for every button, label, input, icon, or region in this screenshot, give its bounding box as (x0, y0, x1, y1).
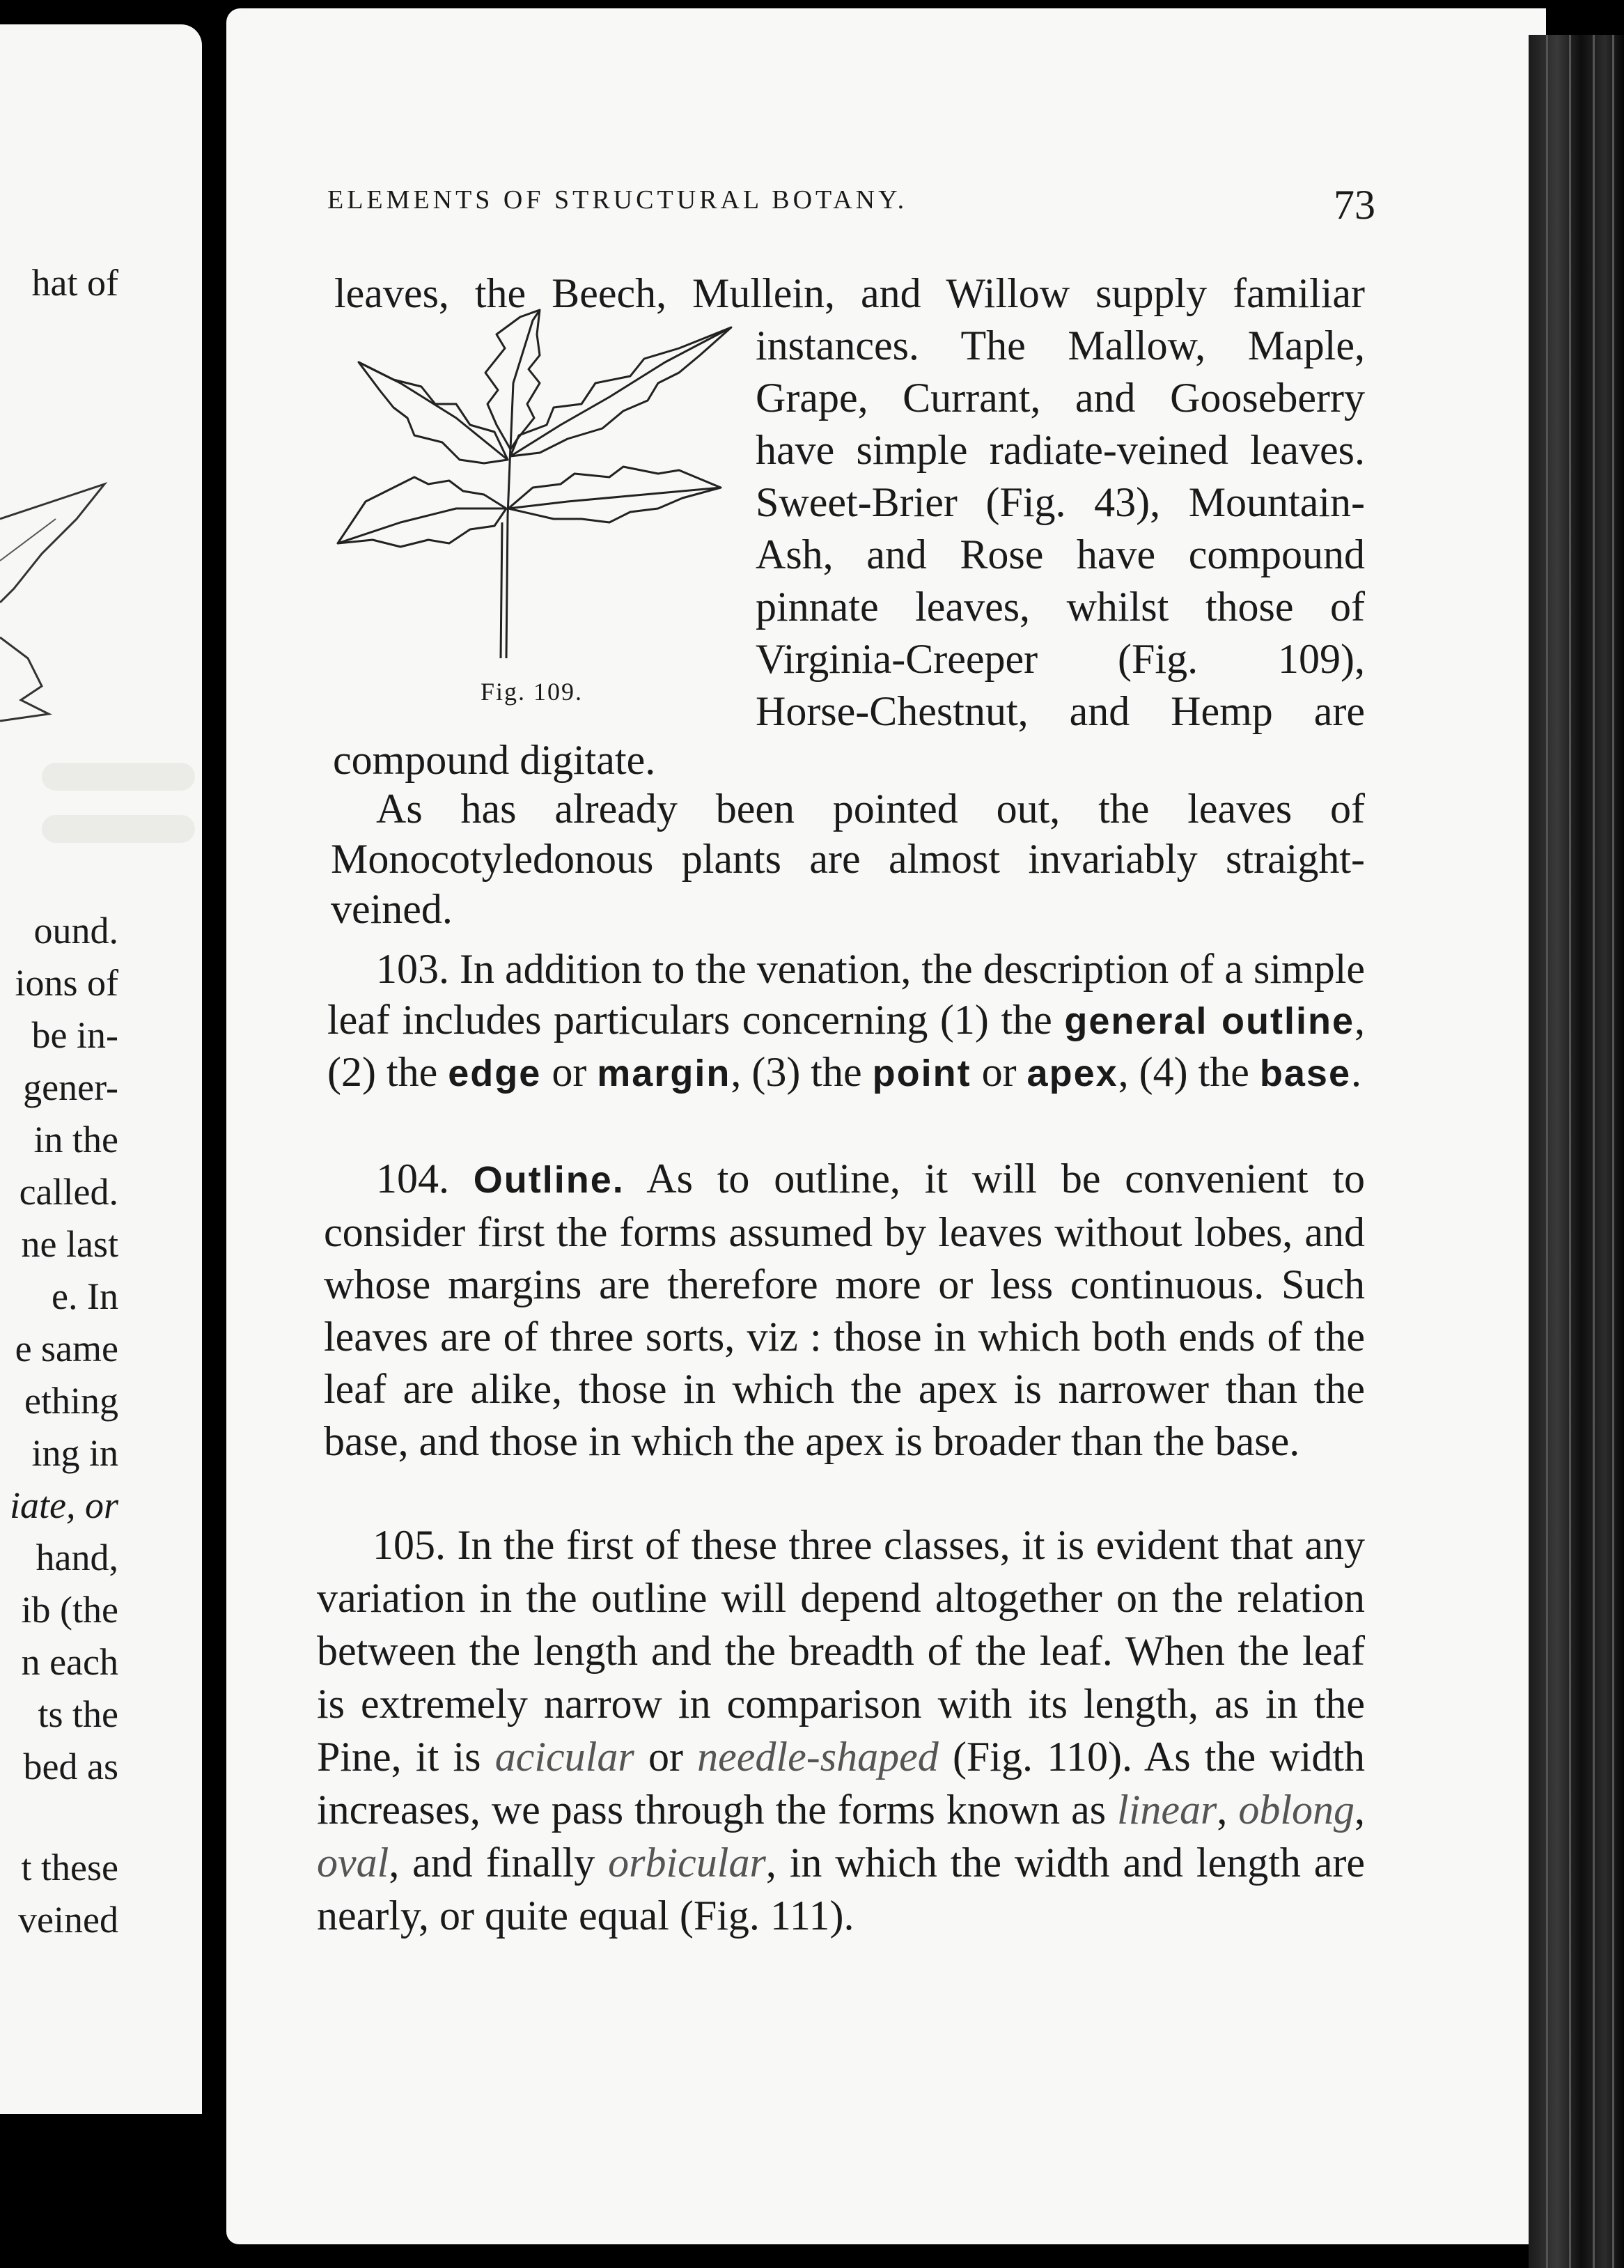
left-fragment: hand, (36, 1537, 118, 1578)
left-fragment: ne last (21, 1223, 118, 1265)
paragraph-monocotyledonous: As has already been pointed out, the leaves of Monocotyledonous plants are almost invariably straight-veined. (331, 786, 1365, 932)
virginia-creeper-leaf-illustration (331, 306, 749, 662)
intro-last-line: compound digitate. (333, 737, 656, 783)
paragraph-text: , in which the width and length are nearly, or quite equal (Fig. 111). (317, 1840, 1365, 1939)
paragraph-text: , (2) the (327, 997, 1365, 1095)
faded-text (42, 763, 195, 791)
book-page-edges (1529, 35, 1624, 2268)
term-base: base (1259, 1053, 1351, 1094)
left-fragment: in the (33, 1119, 118, 1160)
left-fragment: gener- (23, 1066, 118, 1108)
left-fragment: ions of (15, 962, 118, 1004)
paragraph-text: , (1354, 1787, 1366, 1833)
text-line: Horse-Chestnut, and Hemp are (756, 688, 1365, 734)
left-fragment: ound. (33, 910, 118, 952)
left-fragment: be in- (31, 1014, 118, 1056)
left-fragment: called. (19, 1171, 118, 1213)
paragraph-text: As to outline, it will be convenient to consider first the forms assumed by leaves without lobes, and whose margins are therefore more or less continuous. Such leaves are of three sorts, viz : those in which both ends of the leaf are alike, those in which the apex is narrower than the base, and those in which the apex is broader than the base. (324, 1156, 1365, 1464)
paragraph-105 (317, 1519, 1365, 1942)
figure-caption: Fig. 109. (481, 678, 584, 706)
term-needle-shaped: needle-shaped (697, 1734, 939, 1780)
paragraph-text: , (3) the (731, 1049, 873, 1095)
paragraph-text: , (1217, 1787, 1239, 1833)
term-edge: edge (448, 1053, 542, 1094)
term-apex: apex (1026, 1053, 1118, 1094)
left-fragment: hat of (31, 262, 118, 304)
text-line: Sweet-Brier (Fig. 43), Mountain- (756, 479, 1365, 525)
text-line: have simple radiate-veined leaves. (756, 427, 1365, 473)
left-fragment: ts the (38, 1693, 118, 1735)
paragraph-text: or (634, 1734, 698, 1780)
term-orbicular: orbicular (608, 1840, 766, 1886)
page-number: 73 (1334, 182, 1375, 228)
paragraph-text: or (971, 1049, 1027, 1095)
paragraph-text: 105. In the first of these three classes, it is evident that any variation in the outline will depend altogether on the relation between the length and the breadth of the leaf. When the leaf is extremely narrow in comparison with its length, as in the Pine, it is (317, 1522, 1365, 1780)
paragraph-text: 103. In addition to the venation, the description of a simple leaf includes particulars concerning (1) the (327, 946, 1365, 1043)
left-fragment: n each (21, 1641, 118, 1683)
intro-first-line: leaves, the Beech, Mullein, and Willow supply familiar (334, 270, 1365, 316)
paragraph-text: . (1351, 1049, 1361, 1095)
faded-text (42, 815, 195, 843)
running-header: ELEMENTS OF STRUCTURAL BOTANY. (327, 185, 908, 215)
left-fragment: e. In (52, 1275, 118, 1317)
term-margin: margin (597, 1053, 731, 1094)
heading-outline: Outline. (473, 1159, 625, 1201)
left-fragment: ib (the (21, 1589, 118, 1631)
left-fragment: veined (18, 1899, 118, 1941)
paragraph-text: (Fig. 110). As the width increases, we pass through the forms known as (317, 1734, 1366, 1833)
term-general-outline: general outline (1064, 1000, 1354, 1042)
left-fragment: bed as (23, 1746, 118, 1787)
text-line: pinnate leaves, whilst those of (756, 584, 1365, 630)
paragraph-103 (327, 944, 1365, 1099)
left-fragment: e same (15, 1328, 118, 1369)
text-line: Ash, and Rose have compound (756, 531, 1365, 577)
left-fragment: ething (24, 1380, 118, 1422)
paragraph-104 (324, 1153, 1365, 1468)
term-linear: linear (1117, 1787, 1217, 1833)
text-line: instances. The Mallow, Maple, (756, 323, 1365, 368)
term-oblong: oblong (1238, 1787, 1355, 1833)
left-leaf-illustration (0, 477, 111, 742)
term-point: point (872, 1053, 971, 1094)
text-line: Virginia-Creeper (Fig. 109), (756, 636, 1365, 682)
left-fragment: t these (21, 1847, 118, 1888)
left-fragment: iate, or (10, 1484, 118, 1526)
paragraph-text: , and finally (389, 1840, 609, 1886)
paragraph-text: , (4) the (1118, 1049, 1260, 1095)
left-page (0, 24, 202, 2114)
paragraph-text: or (541, 1049, 598, 1095)
text-line: Grape, Currant, and Gooseberry (756, 375, 1365, 421)
left-fragment: ing in (31, 1432, 118, 1474)
term-oval: oval (317, 1840, 389, 1886)
term-acicular: acicular (494, 1734, 634, 1780)
paragraph-number: 104. (376, 1156, 449, 1202)
